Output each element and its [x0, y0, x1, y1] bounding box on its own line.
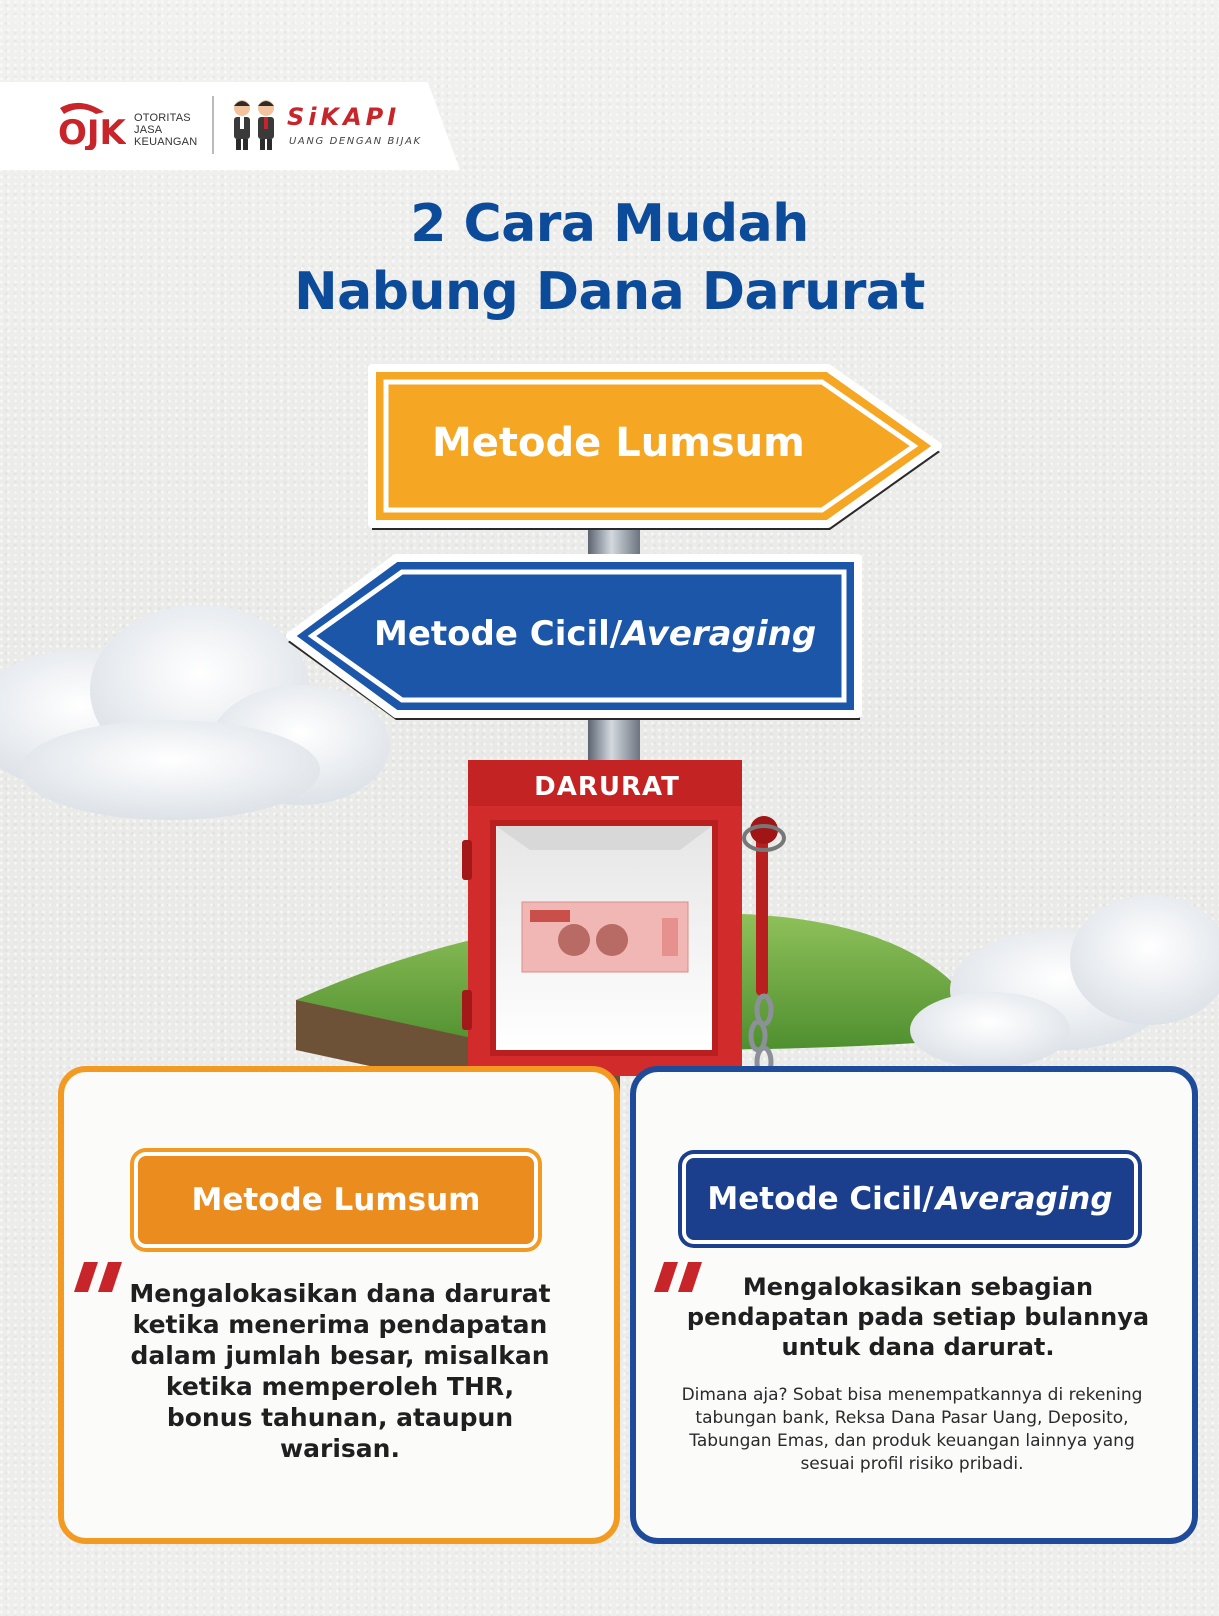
sikapi-title: SiKAPI: [287, 103, 401, 131]
emergency-box-label: DARURAT: [534, 772, 680, 802]
sign-bottom-label-main: Metode Cicil/: [374, 614, 623, 654]
card-averaging-heading-main: Metode Cicil/: [707, 1181, 934, 1217]
svg-text:OJK: OJK: [58, 113, 126, 150]
emergency-box: [462, 760, 742, 1076]
cloud-right: [910, 895, 1219, 1068]
sign-bottom-label: [374, 614, 816, 654]
ojk-line-1: OTORITAS: [134, 112, 191, 124]
card-lumsum-body: Mengalokasikan dana darurat ketika menerima pendapatan dalam jumlah besar, misalkan ketika memperoleh THR, bonus tahunan, ataupun warisan.: [129, 1279, 551, 1463]
card-lumsum-heading: Metode Lumsum: [134, 1152, 538, 1248]
page-title-line-2: Nabung Dana Darurat: [294, 262, 925, 322]
quote-icon: [72, 1262, 126, 1292]
card-averaging-heading-italic: Averaging: [935, 1181, 1113, 1217]
ojk-line-2: JASA: [134, 124, 163, 136]
sikapi-tagline: UANG DENGAN BIJAK: [289, 136, 422, 147]
banknote-icon: [522, 902, 688, 972]
card-averaging-body: Mengalokasikan sebagian pendapatan pada setiap bulannya untuk dana darurat.: [686, 1273, 1150, 1361]
sign-bottom-label-italic: Averaging: [622, 614, 817, 654]
card-averaging-heading: [682, 1154, 1138, 1244]
sign-top-label: Metode Lumsum: [432, 420, 805, 466]
page-title-line-1: 2 Cara Mudah: [410, 194, 809, 254]
card-averaging-note: Dimana aja? Sobat bisa menempatkannya di rekening tabungan bank, Reksa Dana Pasar Uang, Deposito, Tabungan Emas, dan produk keuangan lainnya yang sesuai profil risiko pribadi.: [681, 1385, 1143, 1474]
ojk-line-3: KEUANGAN: [134, 136, 198, 148]
